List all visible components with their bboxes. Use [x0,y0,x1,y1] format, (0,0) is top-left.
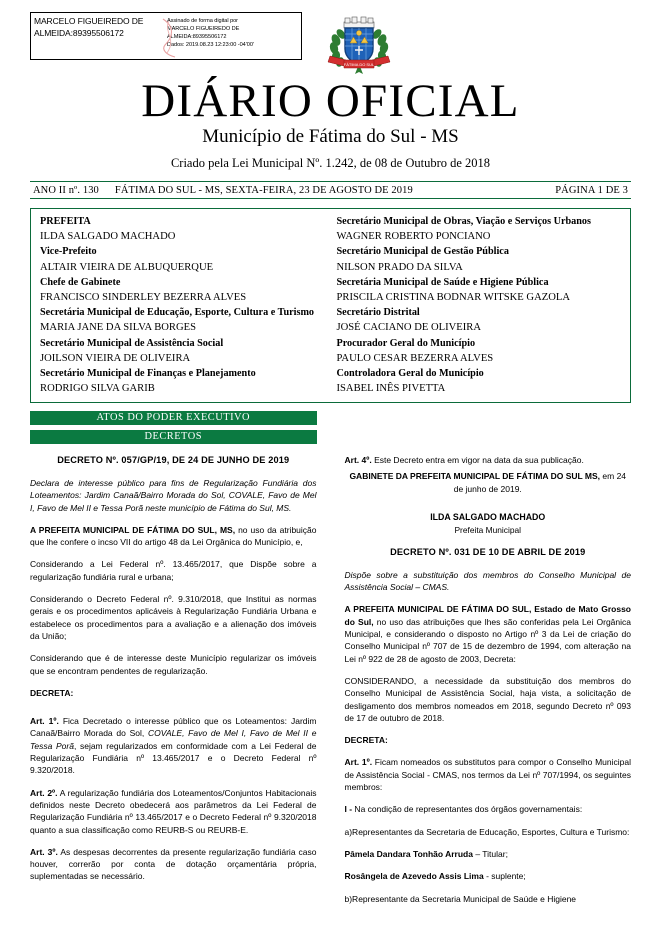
decree-2-considerando: CONSIDERANDO, a necessidade da substituição dos membros do Conselho Municipal de Assistência Social, haja vista, a solicitação de desligamento dos membros nomeados em 2018, segundo Decreto nº 093 de 17 de outubro de 2018. [344,675,631,723]
member-1-name: Pâmela Dandara Tonhão Arruda [344,848,473,859]
member-2-name: Rosângela de Azevedo Assis Lima [344,871,484,882]
decree-1-preamble [30,524,317,549]
decree-2-article-1 [345,756,632,793]
official-role: Vice-Prefeito [40,246,97,258]
official-name: JOSÉ CACIANO DE OLIVEIRA [336,322,481,334]
decree-1-preamble-bold: A PREFEITA MUNICIPAL DE FÁTIMA DO SUL, MS, [30,524,236,535]
official-name: MARIA JANE DA SILVA BORGES [40,322,196,334]
decree-1-considerando-3: Considerando que é de interesse deste Município regularizar os imóveis que se encontram pendentes de regularização. [30,653,317,676]
masthead [30,76,631,172]
officials-column-right [331,214,631,396]
official-role: Secretário Municipal de Finanças e Planejamento [40,368,256,380]
gabinete-bold: GABINETE DA PREFEITA MUNICIPAL DE FÁTIMA DO SUL MS, [349,471,601,482]
section-banner-executive: ATOS DO PODER EXECUTIVO [30,411,317,425]
member-2-role: - suplente; [483,871,526,882]
decree-1-considerando-1: Considerando a Lei Federal nº. 13.465/2017, que Dispõe sobre a regularização fundiária rural e urbana; [30,559,317,582]
official-name: ISABEL INÊS PIVETTA [336,383,446,395]
article-4-text: Este Decreto entra em vigor na data da sua publicação. [371,455,584,465]
item-roman-one-text: Na condição de representantes dos órgãos governamentais: [352,804,583,815]
decree-1-signer-title: Prefeita Municipal [454,524,522,535]
decree-2-item-roman-one [345,803,632,815]
article-2-label: Art. 2º. [30,787,58,798]
decree-2-preamble-rest: no uso das atribuições que lhes são conferidas pela Lei Orgânica Municipal, e considerando o disposto no Artigo nº 3 da Lei de criação do Conselho Municipal nº 707 de 15 de dezembro de 1994, com alteração na Lei nº 922 de 28 de agosto de 2003, Decreta: [344,616,631,664]
gabinete-date: em 24 de junho de 2019. [453,471,627,494]
decree-1-preamble-rest: no uso da atribuição que lhe confere o incso VII do artigo 48 da Lei Orgânica do Município, e, [30,524,317,548]
content-columns [30,454,631,915]
officials-column-left [31,214,331,396]
issue-year-number: ANO II nº. 130 [33,184,99,196]
official-name: PAULO CESAR BEZERRA ALVES [336,352,494,364]
coat-of-arms-emblem [326,16,392,78]
official-name: WAGNER ROBERTO PONCIANO [336,231,491,243]
official-name: ALTAIR VIEIRA DE ALBUQUERQUE [40,261,214,273]
column-right [331,454,632,915]
official-name: RODRIGO SILVA GARIB [40,383,155,395]
decree-2-item-a: a)Representantes da Secretaria de Educação, Esportes, Cultura e Turismo: [344,826,630,837]
masthead-creation-law: Criado pela Lei Municipal Nº. 1.242, de 08 de Outubro de 2018 [170,156,491,170]
top-strip [30,0,631,72]
svg-text:FÁTIMA DO SUL: FÁTIMA DO SUL [343,62,375,67]
decree-2-title: DECRETO Nº. 031 DE 10 DE ABRIL DE 2019 [390,546,586,557]
official-name: ILDA SALGADO MACHADO [40,231,176,243]
decree-1-article-4 [345,454,632,466]
signature-details [163,13,301,59]
decree-2-article-1-text: Ficam nomeados os substitutos para compor o Conselho Municipal de Assistência Social - CMAS, nos termos da Lei nº 707/1994, os seguintes membros: [344,757,631,793]
decree-1-signer-name: ILDA SALGADO MACHADO [430,511,546,522]
decree-1-signature-block [345,511,632,536]
page-title: DIÁRIO OFICIAL [141,75,520,127]
page-indicator: PÁGINA 1 DE 3 [555,184,628,196]
digital-signature-box [30,12,302,60]
member-1-role: – Titular; [472,848,508,859]
decree-2-member-2 [345,870,632,882]
signature-line-3: ALMEIDA:89395506172 [167,34,227,41]
official-name: JOILSON VIEIRA DE OLIVEIRA [40,352,191,364]
decree-2-member-1 [345,848,632,860]
article-1-label: Art. 1º. [30,716,59,727]
signature-subject-name: MARCELO FIGUEIREDO DE ALMEIDA:89395506172 [34,16,144,38]
issue-info-bar [30,181,631,199]
article-2-text: A regularização fundiária dos Loteamentos/Conjuntos Habitacionais definidos neste Decreto obedecerá aos parâmetros da Lei Federal de Regularização Fundiária nº 13.465/2017 e o Decreto Federal nº 9.320/2018 quanto a sua classificação como REURB-S ou REURB-E. [30,787,317,835]
item-roman-one-label: I - [344,804,353,815]
signature-line-1: Assinado de forma digital por [167,18,238,24]
article-3-label: Art. 3º. [30,846,58,857]
decree-2-summary: Dispõe sobre a substituição dos membros do Conselho Municipal de Assistência Social – CMAS. [344,569,631,593]
decree-2-preamble-bold: A PREFEITA MUNICIPAL DE FÁTIMA DO SUL, Estado de Mato Grosso do Sul, [344,604,631,627]
official-role: Secretário Distrital [336,307,420,319]
decree-1-article-2 [30,787,317,836]
decree-1-summary: Declara de interesse público para fins de Regularização Fundiária dos Loteamentos: Jardim Canaã/Bairro Morada do Sol, COVALE, Favo de Mel I, Favo de Mel II e Tessa Porã neste município de Fátima do Sul, MS. [30,478,317,513]
decree-1-decreta-label: DECRETA: [30,687,74,698]
article-3-text: As despesas decorrentes da presente regularização fundiária caso houver, correrão por conta de dotação orçamentária própria, suplementadas se necessário. [30,846,317,882]
official-role: Controladora Geral do Município [336,368,484,380]
official-role: Secretário Municipal de Obras, Viação e Serviços Urbanos [336,216,591,227]
masthead-subtitle: Município de Fátima do Sul - MS [202,126,459,147]
signature-line-2: MARCELO FIGUEIREDO DE [167,26,240,33]
official-role: Secretário Municipal de Gestão Pública [336,246,509,258]
decree-1-article-1 [30,715,317,776]
official-name: FRANCISCO SINDERLEY BEZERRA ALVES [40,292,247,304]
article-1-italic-names: COVALE, Favo de Mel I, Favo de Mel II e Tessa Porã [30,728,317,751]
official-role: Secretária Municipal de Educação, Esporte, Cultura e Turismo [40,307,315,319]
decree-2-preamble [345,603,632,664]
official-role: PREFEITA [40,216,91,227]
decree-2-decreta-label: DECRETA: [344,735,388,746]
decree-2-item-b: b)Representante da Secretaria Municipal de Saúde e Higiene [344,893,577,904]
decree-1-considerando-2: Considerando o Decreto Federal nº. 9.310/2018, que Institui as normas gerais e os procedimentos aplicáveis à Regularização Fundiária Urbana e estabelece os procedimentos para a avaliação e a alienação dos imóveis da União; [30,594,317,641]
article-1-part-2: , sejam regularizados em conformidade com a Lei Federal de Regularização Fundiária nº 13.465/2017 e o Decreto Federal nº 9.320/2018. [30,740,317,776]
official-role: Procurador Geral do Município [336,337,476,349]
issue-date-line: FÁTIMA DO SUL - MS, SEXTA-FEIRA, 23 DE AGOSTO DE 2019 [114,184,413,196]
column-left [30,454,331,915]
official-name: PRISCILA CRISTINA BODNAR WITSKE GAZOLA [336,292,570,304]
signature-line-4: Dados: 2019.08.23 12:23:00 -04'00' [167,42,254,49]
official-role: Secretário Municipal de Assistência Social [40,337,224,349]
article-1-part-1: Fica Decretado o interesse público que os Loteamentos: Jardim Canaã/Bairro Morada do Sol, [30,716,317,739]
decree-2-article-1-label: Art. 1º. [344,757,373,768]
section-banner-decrees: DECRETOS [30,430,317,444]
official-name: NILSON PRADO DA SILVA [336,261,463,273]
decree-1-article-3 [30,846,317,883]
decree-1-gabinete-line [345,470,632,495]
official-role: Chefe de Gabinete [40,276,121,288]
article-4-label: Art. 4º. [344,455,372,465]
official-role: Secretária Municipal de Saúde e Higiene Pública [336,276,549,288]
officials-box [30,208,631,403]
decree-1-title: DECRETO Nº. 057/GP/19, DE 24 DE JUNHO DE 2019 [57,455,290,465]
